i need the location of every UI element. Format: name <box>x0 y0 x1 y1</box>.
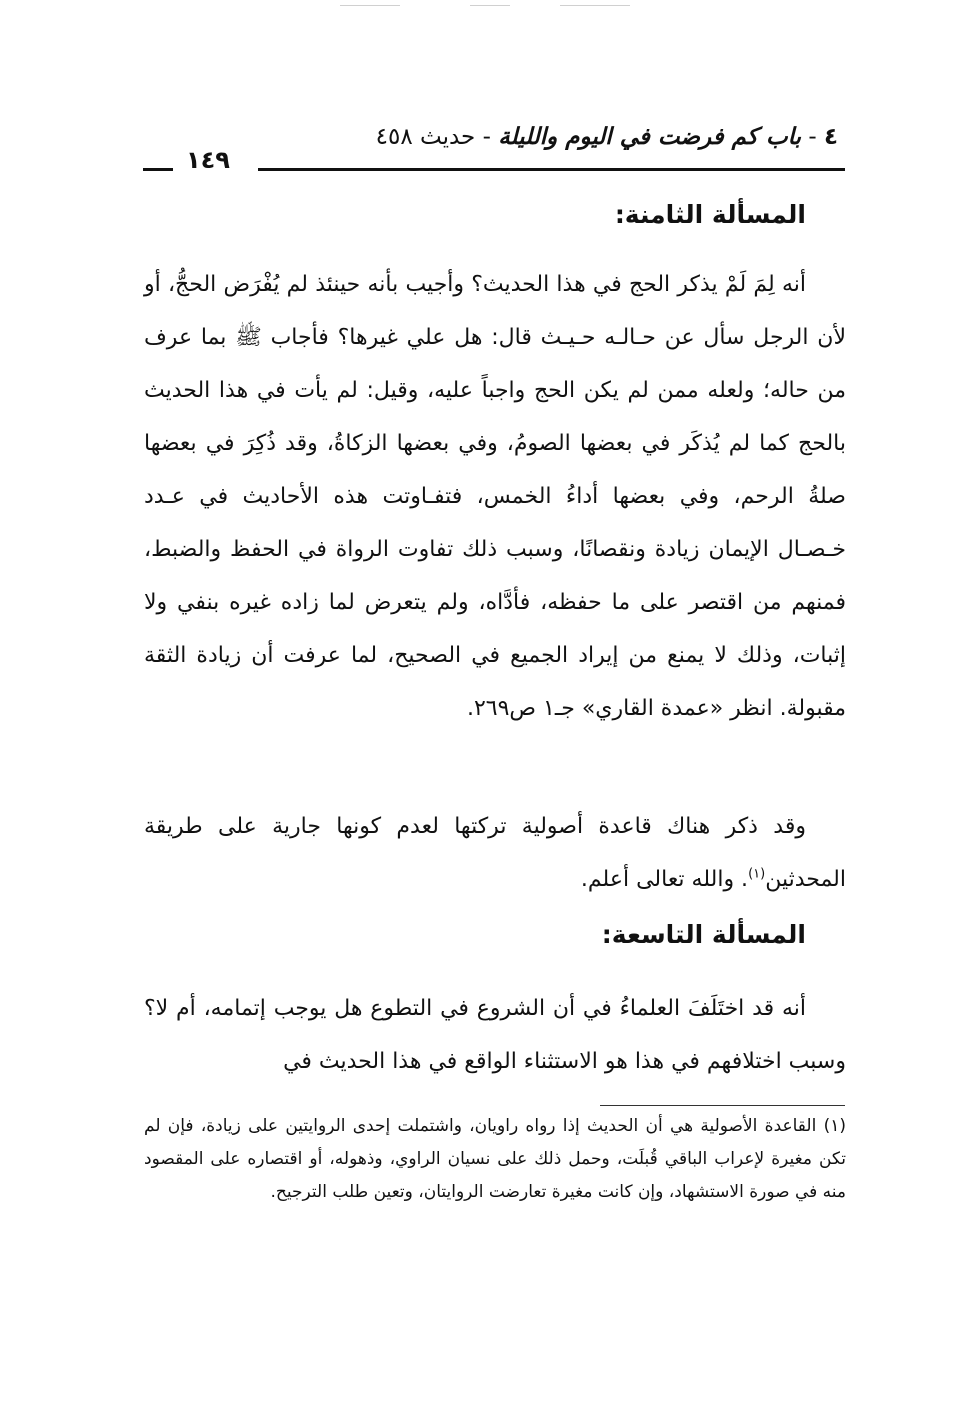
hadith-reference: حديث ٤٥٨ <box>375 124 476 150</box>
footnote-text: القاعدة الأصولية هي أن الحديث إذا رواه راويان، واشتملت إحدى الروايتين على زيادة، فإن لم تكن مغيرة لإعراب الباقي قُبلَت، وحمل ذلك على نسيان الراوي، وذهوله، أو اقتصاره على المقصود منه في صورة الاستشهاد، وإن كانت مغيرة تعارضت الروايتان، وتعين طلب الترجيح. <box>144 1116 846 1202</box>
chapter-number: ٤ <box>823 124 838 150</box>
footnote-rule <box>600 1105 845 1106</box>
header-rule <box>258 168 845 171</box>
scan-artifact-line <box>340 5 400 6</box>
section-title-ninth: المسألة التاسعة: <box>601 920 806 949</box>
page-number: ١٤٩ <box>186 146 230 174</box>
footnote-marker: (١) <box>748 866 766 882</box>
body-paragraph <box>144 800 846 906</box>
paragraph-text: وقد ذكر هناك قاعدة أصولية تركتها لعدم كونها جارية على طريقة المحدثين <box>144 814 846 892</box>
body-paragraph: أنه لِمَ لَمْ يذكر الحج في هذا الحديث؟ وأجيب بأنه حينئذ لم يُفْرَض الحجُّ، أو لأن الرجل سأل عن حـالـه حـيـث قال: هل علي غيرها؟ فأجاب ﷺ بما عرف من حاله؛ ولعله ممن لم يكن الحج واجباً عليه، وقيل: لم يأت في هذا الحديث بالحج كما لم يُذكَر في بعضها الصومُ، وفي بعضها الزكاةُ، وقد ذُكِرَ في بعضها صلةُ الرحم، وفي بعضها أداءُ الخمس، فتفـاوتت هذه الأحاديث في عـدد خـصـال الإيمان زيادة ونقصانًا، وسبب ذلك تفاوت الرواة في الحفظ والضبط، فمنهم من اقتصر على ما حفظه، فأدَّاه، ولم يتعرض لما زاده غيره بنفي ولا إثبات، وذلك لا يمنع من إيراد الجميع في الصحيح، لما عرفت أن زيادة الثقة مقبولة. انظر «عمدة القاري» جـ١ ص٢٦٩. <box>144 272 846 721</box>
paragraph-text: . والله تعالى أعلم. <box>580 867 749 892</box>
running-head: ٤ - باب كم فرضت في اليوم والليلة - حديث ٤٥٨ <box>375 124 838 150</box>
section-title-eighth: المسألة الثامنة: <box>614 200 806 229</box>
header-rule-left <box>143 168 173 171</box>
body-paragraph: أنه قد اختَلَفَ العلماءُ في أن الشروع في التطوع هل يوجب إتمامه، أم لا؟ وسبب اختلافهم في هذا هو الاستثناء الواقع في هذا الحديث في <box>144 996 846 1074</box>
scan-artifact-line <box>470 5 510 6</box>
footnote-marker: (١) <box>823 1116 847 1136</box>
scan-artifact-line <box>560 5 630 6</box>
chapter-title: باب كم فرضت في اليوم والليلة <box>498 124 802 150</box>
footnote <box>144 1110 846 1209</box>
